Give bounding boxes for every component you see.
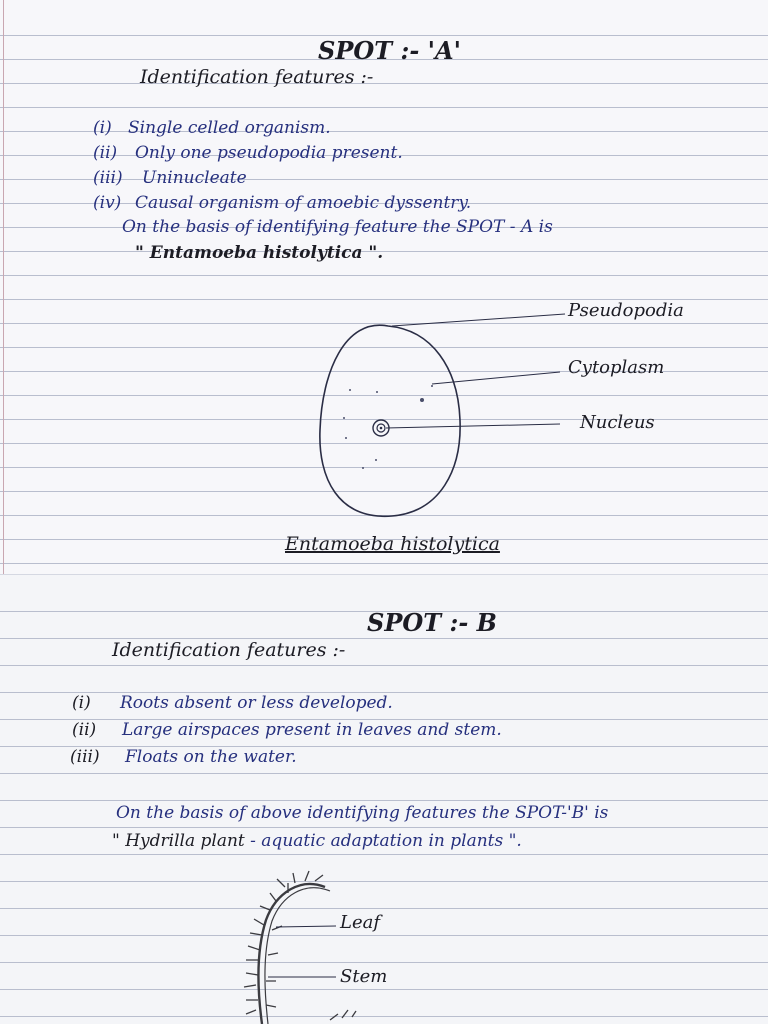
nucleus-pointer [386, 424, 560, 428]
spot-a-conclusion: On the basis of identifying feature the SPOT - A is [122, 217, 553, 237]
feature-number: (i) [93, 118, 112, 138]
spot-b-answer-plant: " Hydrilla plant [112, 831, 245, 851]
feature-text: Roots absent or less developed. [120, 693, 393, 713]
spot-a-diagram-caption: Entamoeba histolytica [285, 533, 500, 555]
label-pseudopodia: Pseudopodia [568, 300, 684, 321]
feature-text: Causal organism of amoebic dyssentry. [135, 193, 472, 213]
pseudopodia-pointer [392, 314, 565, 326]
label-leaf: Leaf [340, 912, 380, 933]
spot-a-answer: " Entamoeba histolytica ". [135, 243, 384, 263]
spot-b-answer-adaptation: - aquatic adaptation in plants ". [244, 831, 522, 851]
feature-number: (iv) [93, 193, 122, 213]
nucleolus-dot [380, 427, 383, 430]
feature-text: Large airspaces present in leaves and stem. [122, 720, 502, 740]
leaf-pointer [276, 926, 336, 927]
label-stem: Stem [340, 966, 388, 987]
feature-number: (ii) [72, 720, 97, 740]
stem-shape [259, 884, 325, 1024]
label-nucleus: Nucleus [580, 412, 655, 433]
spot-a-features-heading: Identification features :- [140, 66, 374, 88]
hydrilla-diagram [0, 575, 768, 1024]
feature-text: Only one pseudopodia present. [135, 143, 403, 163]
feature-text: Floats on the water. [125, 747, 297, 767]
spot-a-title: SPOT :- 'A' [318, 36, 461, 65]
feature-text: Single celled organism. [128, 118, 331, 138]
feature-number: (iii) [70, 747, 100, 767]
feature-number: (ii) [93, 143, 118, 163]
spot-b-conclusion: On the basis of above identifying features the SPOT-'B' is [116, 803, 609, 823]
spot-b-title: SPOT :- B [367, 608, 497, 637]
notebook-page-spot-b [0, 575, 768, 1024]
label-cytoplasm: Cytoplasm [568, 357, 665, 378]
feature-text: Uninucleate [142, 168, 247, 188]
cell-outline [320, 325, 460, 516]
spot-b-features-heading: Identification features :- [112, 639, 346, 661]
feature-number: (i) [72, 693, 91, 713]
feature-number: (iii) [93, 168, 123, 188]
